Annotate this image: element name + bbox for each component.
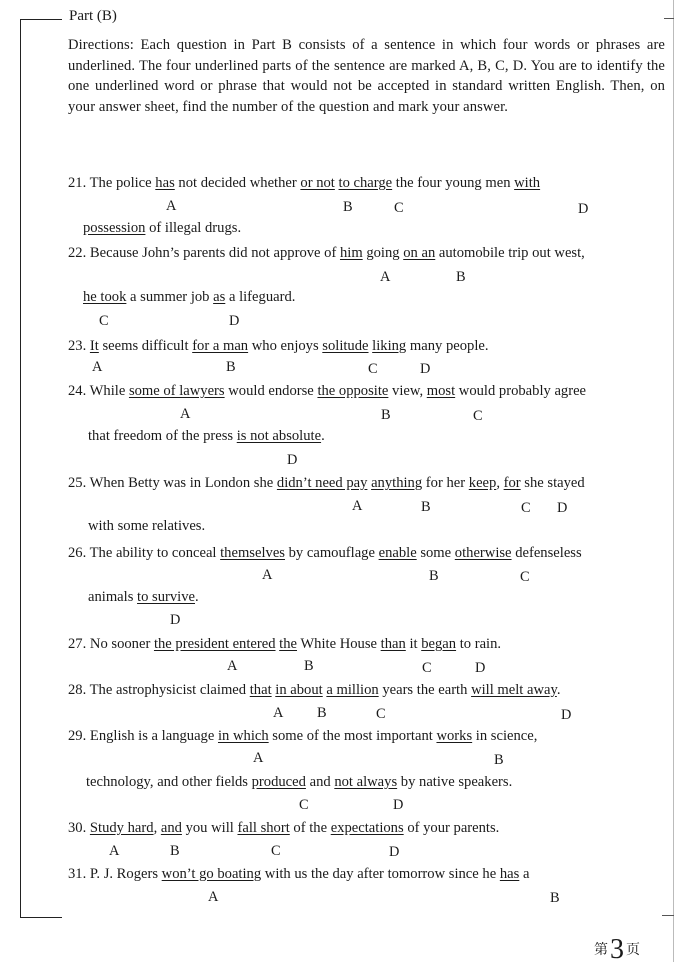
option-label-b: B xyxy=(170,843,180,859)
text: to rain. xyxy=(456,636,502,652)
page-number xyxy=(594,930,640,965)
text: would probably agree xyxy=(455,383,587,399)
text: . xyxy=(556,682,561,698)
text: , xyxy=(153,820,161,836)
question-24-line-1 xyxy=(68,383,586,400)
question-number: 23. xyxy=(68,338,87,354)
option-label-c: C xyxy=(521,500,531,516)
underlined-option: to survive xyxy=(137,589,196,605)
option-label-d: D xyxy=(420,361,431,377)
question-number: 21. xyxy=(68,175,87,191)
underlined-option: has xyxy=(155,175,175,191)
option-label-d: D xyxy=(561,707,572,723)
option-label-b: B xyxy=(317,705,327,721)
underlined-option: he took xyxy=(83,289,127,305)
text: it xyxy=(405,636,422,652)
question-31-line-1 xyxy=(68,866,529,883)
text: automobile trip out west, xyxy=(435,245,585,261)
option-label-c: C xyxy=(299,797,309,813)
underlined-option: solitude xyxy=(322,338,369,354)
question-number: 31. xyxy=(68,866,87,882)
question-25-line-1 xyxy=(68,475,585,492)
text: with us the day after tomorrow since he xyxy=(261,866,500,882)
text: When Betty was in London she xyxy=(89,475,277,491)
underlined-option: liking xyxy=(372,338,407,354)
underlined-option: the xyxy=(279,636,298,652)
underlined-option: themselves xyxy=(220,545,285,561)
text: White House xyxy=(297,636,381,652)
question-number: 24. xyxy=(68,383,87,399)
underlined-option: enable xyxy=(378,545,417,561)
option-label-b: B xyxy=(494,752,504,768)
underlined-option: him xyxy=(339,245,363,261)
option-label-c: C xyxy=(271,843,281,859)
option-label-d: D xyxy=(229,313,240,329)
question-23-line-1 xyxy=(68,338,489,355)
text: by native speakers. xyxy=(397,774,513,790)
option-label-b: B xyxy=(381,407,391,423)
underlined-option: or not xyxy=(300,175,335,191)
edge-tick-top xyxy=(664,18,674,19)
question-21-line-2 xyxy=(83,220,241,237)
underlined-option: with xyxy=(514,175,541,191)
option-label-c: C xyxy=(473,408,483,424)
underlined-option: fall short xyxy=(237,820,290,836)
underlined-option: Study hard xyxy=(89,820,154,836)
text: would endorse xyxy=(224,383,318,399)
underlined-option: will melt away xyxy=(471,682,557,698)
underlined-option: produced xyxy=(251,774,306,790)
question-number: 30. xyxy=(68,820,87,836)
option-label-b: B xyxy=(456,269,466,285)
question-29-line-2 xyxy=(86,774,512,791)
underlined-option: on an xyxy=(403,245,436,261)
option-label-c: C xyxy=(394,200,404,216)
option-label-c: C xyxy=(520,569,530,585)
part-title: Part (B) xyxy=(69,8,117,24)
text: a xyxy=(519,866,530,882)
text: , xyxy=(496,475,504,491)
underlined-option: most xyxy=(426,383,456,399)
option-label-d: D xyxy=(578,201,589,217)
text: . xyxy=(321,428,325,444)
text: of illegal drugs. xyxy=(145,220,242,236)
underlined-option: than xyxy=(380,636,406,652)
underlined-option: the president entered xyxy=(153,636,276,652)
question-22-line-2 xyxy=(83,289,295,306)
underlined-option: is not absolute xyxy=(236,428,322,444)
underlined-option: in about xyxy=(275,682,323,698)
text: not decided whether xyxy=(174,175,301,191)
text: of the xyxy=(289,820,331,836)
question-number: 25. xyxy=(68,475,87,491)
text: with some relatives. xyxy=(88,518,206,534)
question-26-line-2 xyxy=(88,589,199,606)
underlined-option: possession xyxy=(83,220,146,236)
text: some of the most important xyxy=(268,728,437,744)
text: years the earth xyxy=(378,682,472,698)
text: . xyxy=(195,589,199,605)
option-label-d: D xyxy=(287,452,298,468)
option-label-d: D xyxy=(389,844,400,860)
question-30-line-1 xyxy=(68,820,499,837)
question-number: 22. xyxy=(68,245,87,261)
option-label-b: B xyxy=(429,568,439,584)
option-label-b: B xyxy=(226,359,236,375)
question-28-line-1 xyxy=(68,682,561,699)
question-27-line-1 xyxy=(68,636,501,653)
option-label-b: B xyxy=(550,890,560,906)
text: The astrophysicist claimed xyxy=(89,682,250,698)
underlined-option: a million xyxy=(326,682,379,698)
question-26-line-1 xyxy=(68,545,582,562)
underlined-option: for xyxy=(503,475,521,491)
text: defenseless xyxy=(511,545,582,561)
question-21-line-1 xyxy=(68,175,540,192)
text: some xyxy=(416,545,455,561)
question-29-line-1 xyxy=(68,728,537,745)
question-24-line-2 xyxy=(88,428,325,445)
page-suffix: 页 xyxy=(626,942,640,958)
option-label-d: D xyxy=(170,612,181,628)
option-label-c: C xyxy=(422,660,432,676)
option-label-a: A xyxy=(380,269,391,285)
frame-left-rule xyxy=(20,19,21,918)
page-edge xyxy=(673,0,674,962)
underlined-option: anything xyxy=(371,475,423,491)
option-label-a: A xyxy=(262,567,273,583)
text: While xyxy=(89,383,129,399)
option-label-b: B xyxy=(343,199,353,215)
question-number: 28. xyxy=(68,682,87,698)
question-22-line-1 xyxy=(68,245,585,262)
underlined-option: didn’t need pay xyxy=(276,475,368,491)
option-label-a: A xyxy=(253,750,264,766)
text: seems difficult xyxy=(98,338,193,354)
text: the four young men xyxy=(392,175,515,191)
text: P. J. Rogers xyxy=(89,866,162,882)
option-label-a: A xyxy=(166,198,177,214)
directions-paragraph: Directions: Each question in Part B consists of a sentence in which four words or phrases are underlined. The four underlined parts of the sentence are marked A, B, C, D. You are to identify the one underlined word or phrase that would not be accepted in standard written English. Then, on your answer sheet, find the number of the question and mark your answer. xyxy=(68,37,665,115)
question-number: 26. xyxy=(68,545,87,561)
underlined-option: began xyxy=(421,636,457,652)
text: that freedom of the press xyxy=(88,428,237,444)
text: view, xyxy=(388,383,427,399)
underlined-option: to charge xyxy=(338,175,393,191)
option-label-a: A xyxy=(227,658,238,674)
frame-bottom-rule xyxy=(20,917,62,918)
underlined-option: the opposite xyxy=(317,383,389,399)
option-label-b: B xyxy=(421,499,431,515)
underlined-option: that xyxy=(249,682,272,698)
question-number: 27. xyxy=(68,636,87,652)
underlined-option: works xyxy=(436,728,473,744)
option-label-a: A xyxy=(109,843,120,859)
option-label-c: C xyxy=(376,706,386,722)
text: many people. xyxy=(406,338,489,354)
question-25-line-2 xyxy=(88,518,205,535)
text: a summer job xyxy=(126,289,214,305)
text: The ability to conceal xyxy=(89,545,221,561)
text: Because John’s parents did not approve of xyxy=(89,245,340,261)
option-label-a: A xyxy=(273,705,284,721)
underlined-option: won’t go boating xyxy=(161,866,262,882)
underlined-option: It xyxy=(89,338,99,354)
underlined-option: as xyxy=(213,289,226,305)
text: of your parents. xyxy=(403,820,500,836)
text: English is a language xyxy=(89,728,218,744)
underlined-option: keep xyxy=(468,475,497,491)
text: in science, xyxy=(472,728,538,744)
underlined-option: otherwise xyxy=(454,545,512,561)
option-label-d: D xyxy=(393,797,404,813)
option-label-d: D xyxy=(557,500,568,516)
text: No sooner xyxy=(89,636,154,652)
text: you will xyxy=(181,820,238,836)
option-label-a: A xyxy=(208,889,219,905)
text: she stayed xyxy=(520,475,585,491)
text: going xyxy=(362,245,404,261)
underlined-option: for a man xyxy=(192,338,249,354)
edge-tick-bottom xyxy=(662,915,674,916)
text: The police xyxy=(89,175,156,191)
underlined-option: and xyxy=(160,820,182,836)
underlined-option: expectations xyxy=(330,820,404,836)
page-prefix: 第 xyxy=(594,942,608,958)
text: a lifeguard. xyxy=(225,289,296,305)
text: and xyxy=(305,774,335,790)
option-label-c: C xyxy=(99,313,109,329)
option-label-a: A xyxy=(92,359,103,375)
underlined-option: not always xyxy=(334,774,398,790)
text: by camouflage xyxy=(284,545,379,561)
question-number: 29. xyxy=(68,728,87,744)
text: technology, and other fields xyxy=(86,774,252,790)
page-number-value: 3 xyxy=(610,934,624,965)
text: who enjoys xyxy=(248,338,323,354)
underlined-option: has xyxy=(499,866,520,882)
option-label-a: A xyxy=(180,406,191,422)
underlined-option: in which xyxy=(217,728,269,744)
text: animals xyxy=(88,589,138,605)
option-label-b: B xyxy=(304,658,314,674)
underlined-option: some of lawyers xyxy=(128,383,225,399)
option-label-c: C xyxy=(368,361,378,377)
text: for her xyxy=(422,475,469,491)
option-label-a: A xyxy=(352,498,363,514)
frame-top-rule xyxy=(20,19,62,20)
option-label-d: D xyxy=(475,660,486,676)
